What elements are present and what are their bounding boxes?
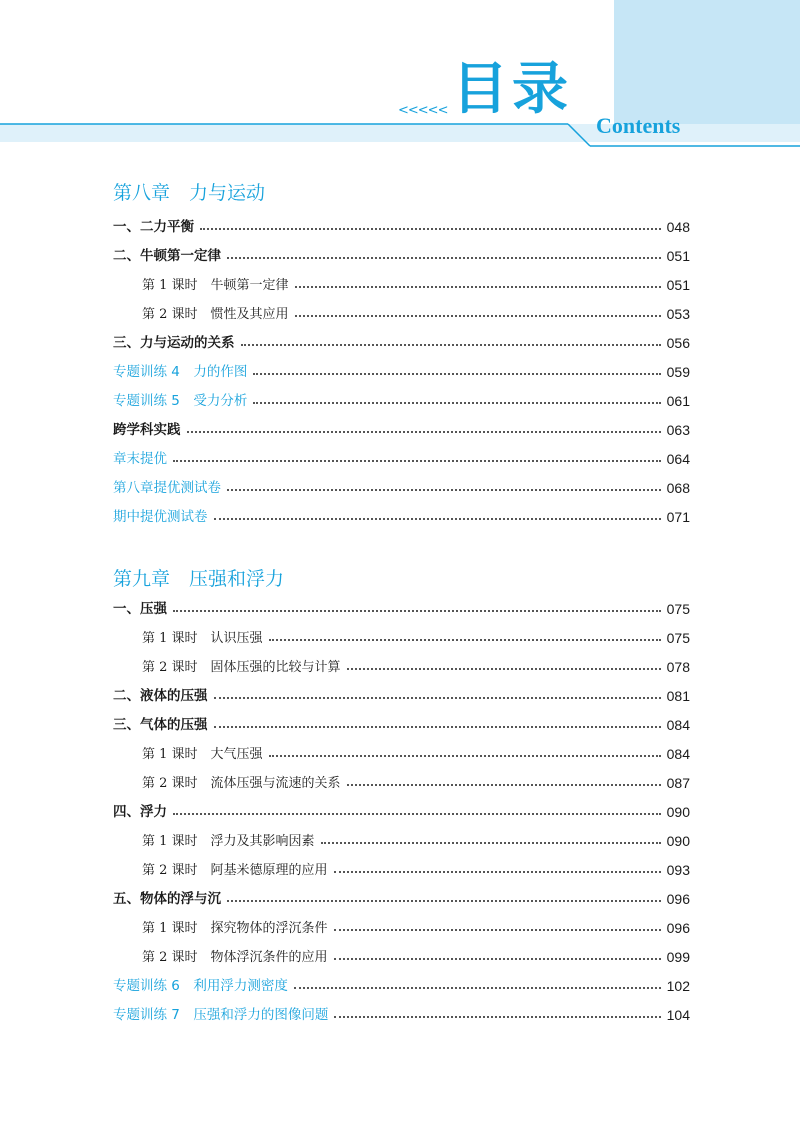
toc-entry-label: 专题训练 6 利用浮力测密度	[113, 978, 288, 994]
toc-subentry[interactable]	[142, 653, 690, 675]
toc-entry-label: 第 2 课时 惯性及其应用	[142, 307, 289, 322]
toc-entry-page: 096	[666, 891, 690, 907]
toc-leader-dots	[253, 373, 660, 375]
toc-subentry[interactable]	[142, 740, 690, 762]
toc-entry-label: 第 1 课时 浮力及其影响因素	[142, 834, 315, 849]
toc-entry-special[interactable]	[113, 1001, 690, 1023]
toc-entry-label: 三、气体的压强	[113, 717, 208, 733]
toc-entry-label: 第 2 课时 物体浮沉条件的应用	[142, 950, 328, 965]
toc-leader-dots	[253, 402, 660, 404]
toc-leader-dots	[269, 639, 661, 641]
toc-entry[interactable]	[113, 416, 690, 438]
toc-entry-page: 051	[666, 248, 690, 264]
chevrons-left-icon: <<<<<	[398, 103, 448, 118]
toc-entry-label: 第 2 课时 阿基米德原理的应用	[142, 863, 328, 878]
toc-entry[interactable]	[113, 711, 690, 733]
toc-entry-special[interactable]	[113, 358, 690, 380]
toc-leader-dots	[173, 813, 661, 815]
toc-entry-page: 048	[666, 219, 690, 235]
toc-entry-label: 第 1 课时 牛顿第一定律	[142, 278, 289, 293]
toc-leader-dots	[347, 668, 661, 670]
toc-entry-special[interactable]	[113, 387, 690, 409]
toc-entry-special[interactable]	[113, 503, 690, 525]
toc-entry-page: 081	[666, 688, 690, 704]
toc-entry-page: 051	[666, 277, 690, 293]
toc-subentry[interactable]	[142, 769, 690, 791]
toc-entry-label: 第 2 课时 固体压强的比较与计算	[142, 660, 341, 675]
toc-entry-page: 056	[666, 335, 690, 351]
toc-entry[interactable]	[113, 595, 690, 617]
toc-leader-dots	[214, 518, 661, 520]
page-title: 目录	[452, 57, 572, 122]
toc-entry-page: 093	[666, 862, 690, 878]
toc-entry[interactable]	[113, 329, 690, 351]
toc-subentry[interactable]	[142, 300, 690, 322]
toc-leader-dots	[227, 257, 661, 259]
toc-entry-label: 专题训练 7 压强和浮力的图像问题	[113, 1007, 329, 1023]
toc-leader-dots	[334, 929, 661, 931]
toc-entry-page: 096	[666, 920, 690, 936]
chapter-heading: 第八章 力与运动	[113, 182, 266, 204]
toc-leader-dots	[334, 871, 661, 873]
toc-entry-page: 078	[666, 659, 690, 675]
toc-entry-page: 084	[666, 746, 690, 762]
toc-entry-page: 053	[666, 306, 690, 322]
toc-entry-page: 104	[666, 1007, 690, 1023]
chapter-heading: 第九章 压强和浮力	[113, 568, 285, 590]
toc-leader-dots	[295, 286, 661, 288]
toc-entry-page: 063	[666, 422, 690, 438]
toc-entry-label: 一、压强	[113, 601, 167, 617]
toc-subentry[interactable]	[142, 827, 690, 849]
toc-entry-label: 期中提优测试卷	[113, 509, 208, 525]
toc-subentry[interactable]	[142, 624, 690, 646]
toc-entry-page: 090	[666, 804, 690, 820]
toc-leader-dots	[214, 697, 661, 699]
toc-entry-page: 061	[666, 393, 690, 409]
toc-leader-dots	[294, 987, 661, 989]
toc-entry-page: 102	[666, 978, 690, 994]
toc-leader-dots	[334, 958, 661, 960]
toc-leader-dots	[269, 755, 661, 757]
toc-subentry[interactable]	[142, 856, 690, 878]
toc-entry-label: 四、浮力	[113, 804, 167, 820]
toc-entry-label: 第 1 课时 认识压强	[142, 631, 263, 646]
toc-entry-special[interactable]	[113, 445, 690, 467]
toc-entry-special[interactable]	[113, 972, 690, 994]
toc-entry-label: 章末提优	[113, 451, 167, 467]
toc-entry-label: 第 1 课时 探究物体的浮沉条件	[142, 921, 328, 936]
toc-entry-page: 084	[666, 717, 690, 733]
toc-entry[interactable]	[113, 885, 690, 907]
toc-entry-page: 059	[666, 364, 690, 380]
toc-leader-dots	[227, 489, 661, 491]
toc-entry[interactable]	[113, 682, 690, 704]
toc-entry-page: 068	[666, 480, 690, 496]
toc-entry-page: 087	[666, 775, 690, 791]
toc-leader-dots	[347, 784, 661, 786]
page-subtitle: Contents	[596, 113, 681, 138]
toc-subentry[interactable]	[142, 943, 690, 965]
toc-entry-label: 第八章提优测试卷	[113, 480, 221, 496]
toc-entry-label: 五、物体的浮与沉	[113, 891, 221, 907]
toc-subentry[interactable]	[142, 271, 690, 293]
toc-entry-label: 二、牛顿第一定律	[113, 248, 221, 264]
toc-leader-dots	[295, 315, 661, 317]
toc-entry-label: 二、液体的压强	[113, 688, 208, 704]
toc-entry-page: 071	[666, 509, 690, 525]
toc-entry-page: 075	[666, 630, 690, 646]
toc-entry-label: 一、二力平衡	[113, 219, 194, 235]
toc-entry-label: 第 2 课时 流体压强与流速的关系	[142, 776, 341, 791]
toc-leader-dots	[187, 431, 661, 433]
toc-leader-dots	[173, 610, 661, 612]
toc-entry-label: 专题训练 5 受力分析	[113, 393, 248, 409]
toc-leader-dots	[214, 726, 661, 728]
toc-entry-page: 090	[666, 833, 690, 849]
toc-entry-special[interactable]	[113, 474, 690, 496]
toc-leader-dots	[241, 344, 661, 346]
toc-entry-label: 第 1 课时 大气压强	[142, 747, 263, 762]
toc-leader-dots	[321, 842, 661, 844]
toc-entry-label: 跨学科实践	[113, 422, 181, 438]
toc-subentry[interactable]	[142, 914, 690, 936]
toc-entry[interactable]	[113, 213, 690, 235]
toc-leader-dots	[227, 900, 661, 902]
toc-leader-dots	[200, 228, 661, 230]
toc-entry-page: 075	[666, 601, 690, 617]
toc-entry[interactable]	[113, 242, 690, 264]
toc-entry-page: 099	[666, 949, 690, 965]
toc-leader-dots	[173, 460, 661, 462]
toc-entry-page: 064	[666, 451, 690, 467]
toc-entry-label: 三、力与运动的关系	[113, 335, 235, 351]
toc-leader-dots	[334, 1016, 660, 1018]
toc-entry[interactable]	[113, 798, 690, 820]
toc-entry-label: 专题训练 4 力的作图	[113, 364, 248, 380]
